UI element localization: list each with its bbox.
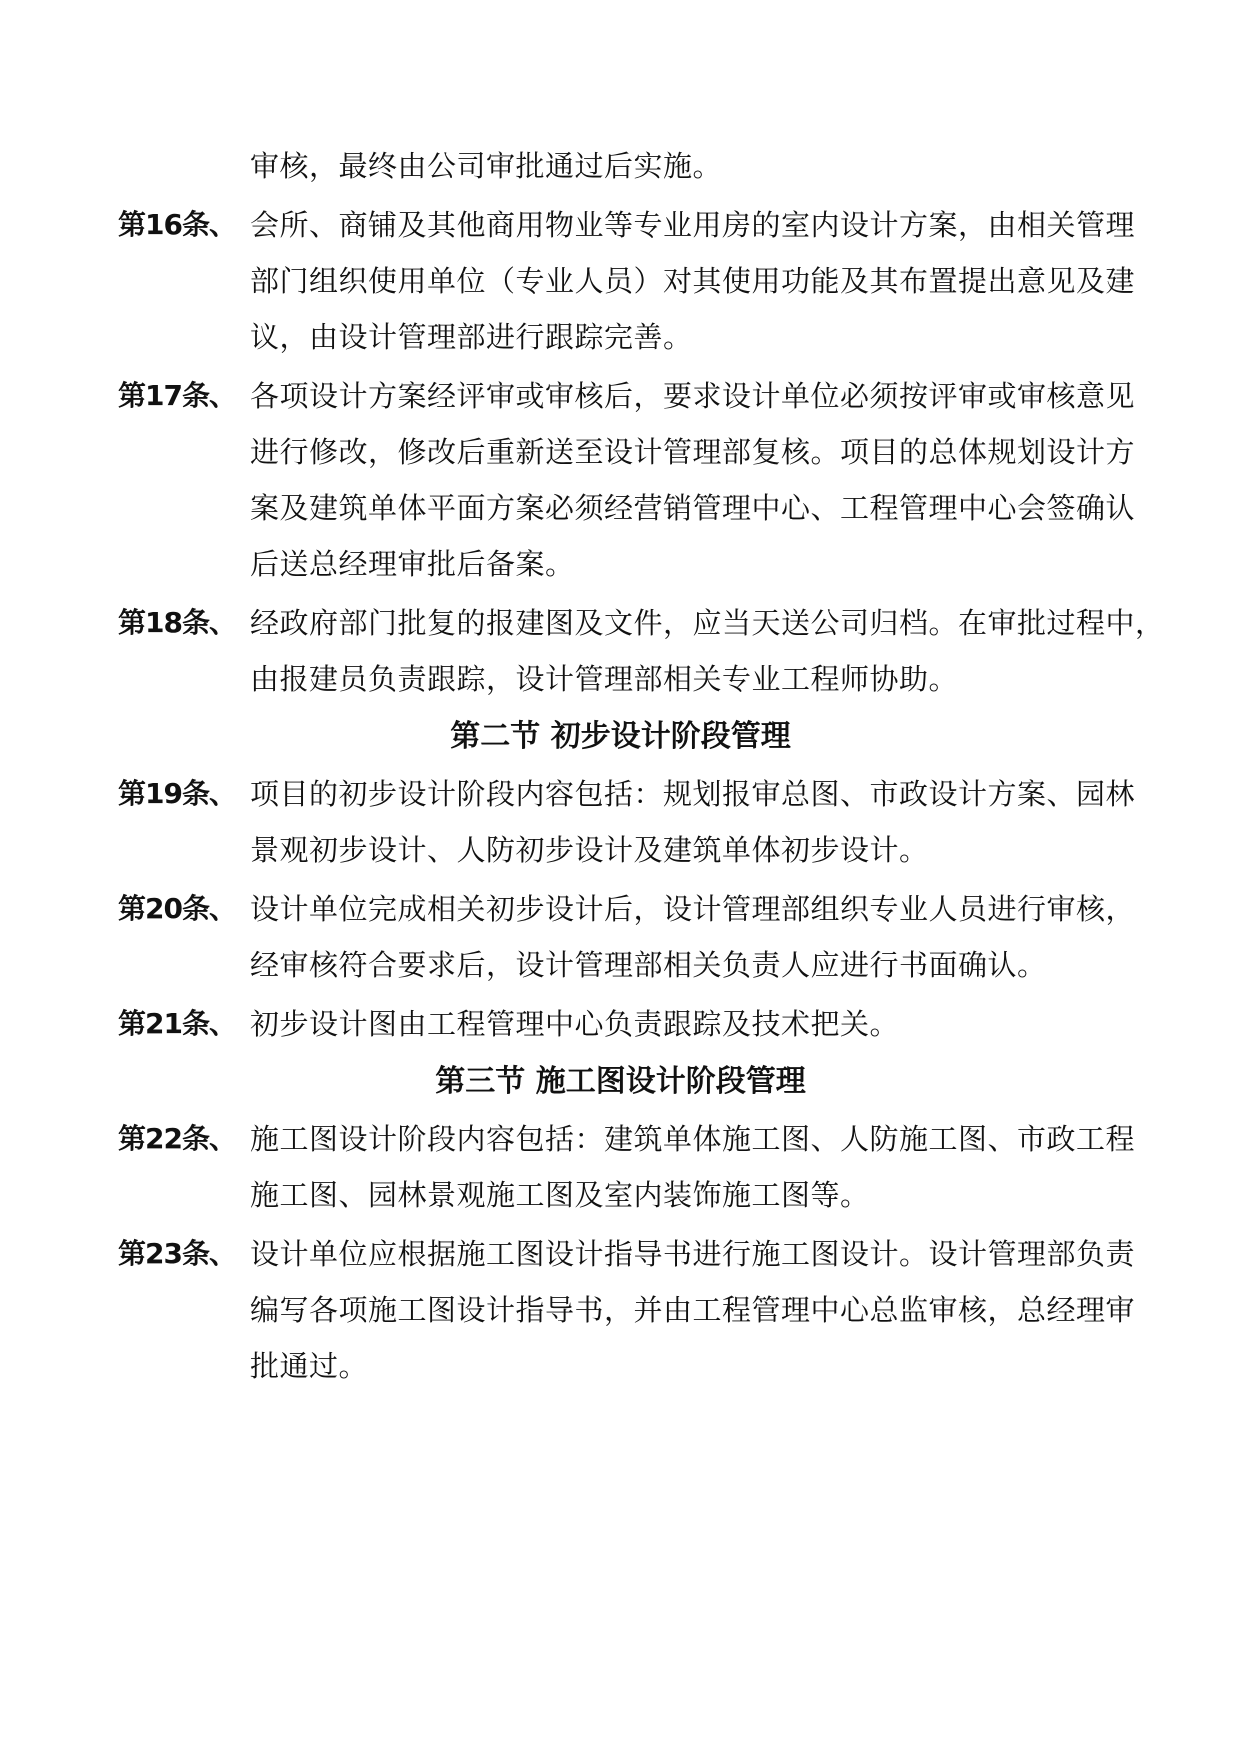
article-16-line-1: 会所、商铺及其他商用物业等专业用房的室内设计方案，由相关管理 bbox=[250, 208, 1136, 242]
article-17-label: 第17条、 bbox=[118, 379, 236, 412]
article-19-label: 第19条、 bbox=[118, 777, 236, 810]
article-18-line-1: 经政府部门批复的报建图及文件，应当天送公司归档。在审批过程中， bbox=[250, 606, 1165, 640]
article-16-line-2: 部门组织使用单位（专业人员）对其使用功能及其布置提出意见及建 bbox=[250, 264, 1136, 298]
section-heading-2: 第二节 初步设计阶段管理 bbox=[450, 719, 791, 754]
continuation-text: 审核，最终由公司审批通过后实施。 bbox=[250, 149, 723, 183]
article-19-line-1: 项目的初步设计阶段内容包括：规划报审总图、市政设计方案、园林 bbox=[250, 777, 1136, 811]
article-22-line-1: 施工图设计阶段内容包括：建筑单体施工图、人防施工图、市政工程 bbox=[250, 1122, 1136, 1156]
article-17-line-4: 后送总经理审批后备案。 bbox=[250, 547, 575, 581]
article-23-line-1: 设计单位应根据施工图设计指导书进行施工图设计。设计管理部负责 bbox=[250, 1237, 1136, 1271]
article-17-line-3: 案及建筑单体平面方案必须经营销管理中心、工程管理中心会签确认 bbox=[250, 491, 1136, 525]
article-17-line-2: 进行修改，修改后重新送至设计管理部复核。项目的总体规划设计方 bbox=[250, 435, 1136, 469]
article-22-line-2: 施工图、园林景观施工图及室内装饰施工图等。 bbox=[250, 1178, 870, 1212]
article-16-label: 第16条、 bbox=[118, 208, 236, 241]
article-18-label: 第18条、 bbox=[118, 606, 236, 639]
section-heading-3: 第三节 施工图设计阶段管理 bbox=[435, 1064, 806, 1099]
article-17-line-1: 各项设计方案经评审或审核后，要求设计单位必须按评审或审核意见 bbox=[250, 379, 1136, 413]
article-21-line-1: 初步设计图由工程管理中心负责跟踪及技术把关。 bbox=[250, 1007, 900, 1041]
article-23-line-2: 编写各项施工图设计指导书，并由工程管理中心总监审核，总经理审 bbox=[250, 1293, 1136, 1327]
article-23-line-3: 批通过。 bbox=[250, 1349, 369, 1383]
article-20-label: 第20条、 bbox=[118, 892, 236, 925]
article-18-line-2: 由报建员负责跟踪，设计管理部相关专业工程师协助。 bbox=[250, 662, 959, 696]
article-20-line-1: 设计单位完成相关初步设计后，设计管理部组织专业人员进行审核， bbox=[250, 892, 1136, 926]
article-22-label: 第22条、 bbox=[118, 1122, 236, 1155]
article-23-label: 第23条、 bbox=[118, 1237, 236, 1270]
article-20-line-2: 经审核符合要求后，设计管理部相关负责人应进行书面确认。 bbox=[250, 948, 1047, 982]
article-16-line-3: 议，由设计管理部进行跟踪完善。 bbox=[250, 320, 693, 354]
article-21-label: 第21条、 bbox=[118, 1007, 236, 1040]
article-19-line-2: 景观初步设计、人防初步设计及建筑单体初步设计。 bbox=[250, 833, 929, 867]
